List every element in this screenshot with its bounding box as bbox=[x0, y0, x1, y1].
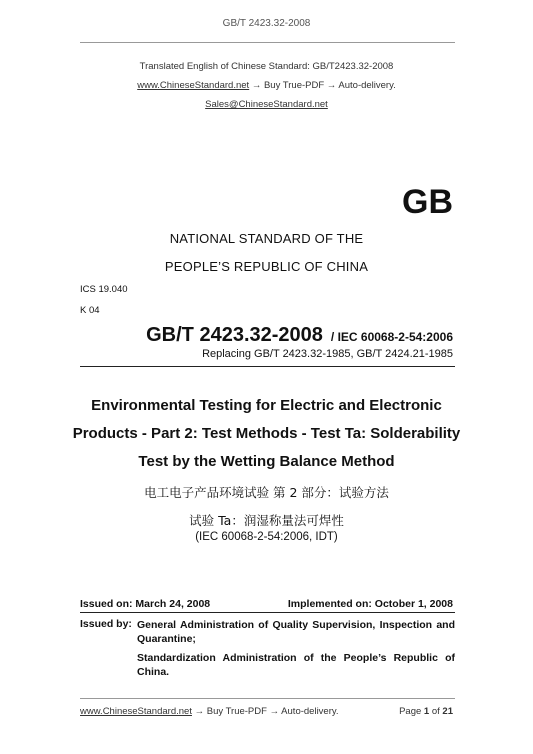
footer-promo bbox=[80, 706, 339, 717]
email-line bbox=[0, 99, 533, 110]
standard-number bbox=[146, 324, 453, 347]
idt-note: (IEC 60068-2-54:2006, IDT) bbox=[195, 531, 338, 543]
ics-code: ICS 19.040 bbox=[80, 284, 128, 295]
class-code: K 04 bbox=[80, 305, 100, 316]
page-number: 1 bbox=[423, 706, 430, 717]
title-rule bbox=[80, 366, 455, 367]
chinese-title-line2: 试验 Ta：润湿称量法可焊性 bbox=[189, 513, 344, 528]
issuing-org-1: General Administration of Quality Supervision, Inspection and Quarantine; bbox=[137, 619, 455, 645]
of-label: of bbox=[431, 706, 440, 717]
national-standard-line1: NATIONAL STANDARD OF THE bbox=[169, 231, 364, 246]
issuing-org-2: Standardization Administration of the People’s Republic of China. bbox=[137, 652, 455, 678]
issued-by-label: Issued by: bbox=[80, 618, 132, 630]
std-number-text: GB/T 2423.32-2008 bbox=[146, 324, 323, 346]
translation-note: Translated English of Chinese Standard: GB/T2423.32-2008 bbox=[139, 61, 394, 72]
dates-rule bbox=[80, 612, 455, 613]
gb-mark: GB bbox=[402, 183, 453, 221]
replacing-note: Replacing GB/T 2423.32-1985, GB/T 2424.21-1985 bbox=[202, 348, 453, 360]
title-line3: Test by the Wetting Balance Method bbox=[138, 453, 395, 470]
header-rule bbox=[80, 42, 455, 43]
email-link[interactable]: Sales@ChineseStandard.net bbox=[205, 99, 328, 110]
implemented-date: Implemented on: October 1, 2008 bbox=[287, 598, 453, 610]
title-line1: Environmental Testing for Electric and Electronic bbox=[91, 397, 442, 414]
page-indicator bbox=[399, 706, 453, 717]
footer-site-link[interactable]: www.ChineseStandard.net bbox=[80, 706, 192, 717]
page-label: Page bbox=[399, 706, 422, 717]
national-standard-line2: PEOPLE’S REPUBLIC OF CHINA bbox=[164, 259, 369, 274]
chinese-title-line1: 电工电子产品环境试验 第 2 部分：试验方法 bbox=[144, 485, 389, 500]
promo-line bbox=[0, 80, 533, 91]
iec-equivalent: / IEC 60068-2-54:2006 bbox=[330, 330, 453, 344]
title-line2: Products - Part 2: Test Methods - Test Ta: Solderability bbox=[72, 425, 461, 442]
promo-suffix: → Buy True-PDF → Auto-delivery. bbox=[249, 80, 396, 91]
site-link[interactable]: www.ChineseStandard.net bbox=[137, 80, 250, 91]
running-header: GB/T 2423.32-2008 bbox=[222, 18, 311, 29]
page-total: 21 bbox=[442, 706, 453, 717]
footer-suffix: → Buy True-PDF → Auto-delivery. bbox=[191, 706, 339, 717]
footer-rule bbox=[80, 698, 455, 699]
issued-date: Issued on: March 24, 2008 bbox=[80, 598, 211, 610]
